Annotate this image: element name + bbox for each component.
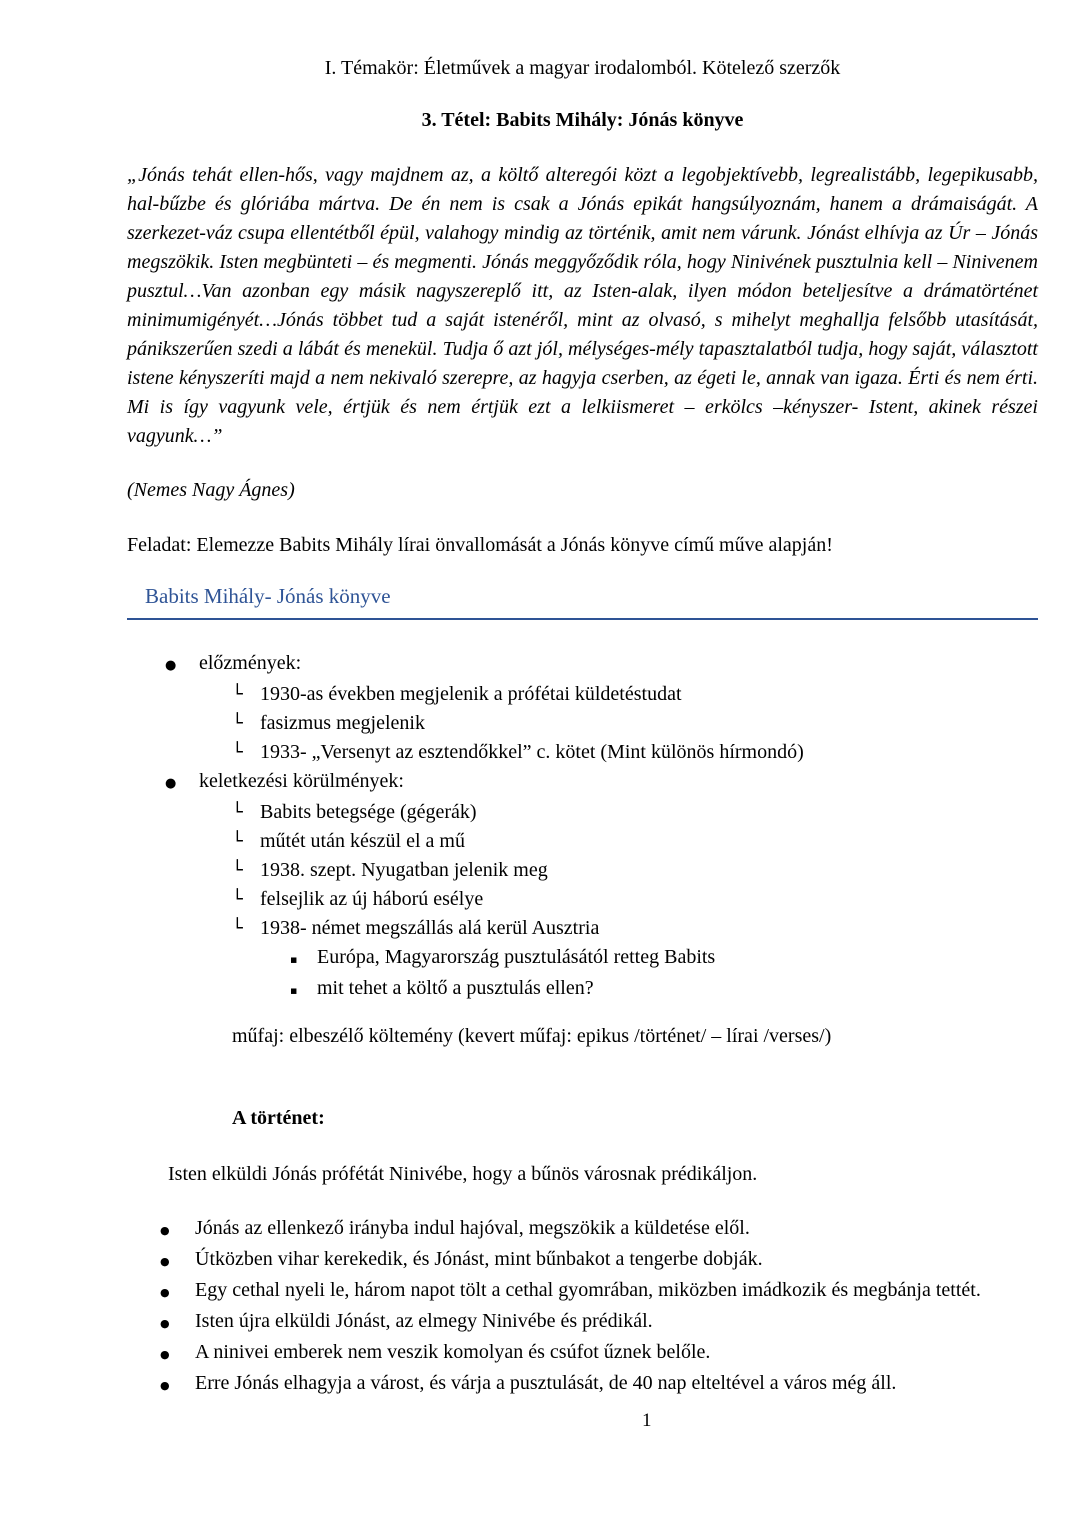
- bullet-icon: ●: [160, 1348, 170, 1361]
- list-item-label: Európa, Magyarország pusztulásától retteg Babits: [317, 946, 716, 968]
- list-item: [232, 680, 1038, 709]
- list-item: [232, 798, 1038, 827]
- list-item: [232, 827, 1038, 856]
- bullet-icon: ●: [160, 1286, 170, 1299]
- section-heading-block: [127, 581, 1038, 620]
- square-bullet-icon: ▪: [290, 953, 298, 966]
- list-item: [160, 1214, 1038, 1245]
- list-item-label: 1938. szept. Nyugatban jelenik meg: [260, 859, 548, 881]
- document-title: 3. Tétel: Babits Mihály: Jónás könyve: [421, 109, 744, 131]
- angle-marker-icon: └: [232, 742, 243, 763]
- topic-header: I. Témakör: Életművek a magyar irodalomból. Kötelező szerzők: [324, 57, 841, 79]
- list-item: [160, 1245, 1038, 1276]
- list-item-label: Útközben vihar kerekedik, és Jónást, mint bűnbakot a tengerbe dobják.: [195, 1248, 763, 1270]
- square-bullet-icon: ▪: [290, 984, 298, 997]
- story-list: [127, 1214, 1038, 1400]
- list-item-label: A ninivei emberek nem veszik komolyan és csúfot űznek belőle.: [195, 1341, 711, 1363]
- list-item: [232, 885, 1038, 914]
- list-item-label: 1930-as években megjelenik a prófétai küldetéstudat: [260, 683, 682, 705]
- list-item-label: fasizmus megjelenik: [260, 712, 425, 734]
- story-heading: A történet:: [232, 1107, 325, 1129]
- list-item: [160, 1276, 1038, 1307]
- angle-marker-icon: └: [232, 713, 243, 734]
- list-item: [160, 1307, 1038, 1338]
- bullet-icon: ●: [160, 1379, 170, 1392]
- quote-attribution: (Nemes Nagy Ágnes): [127, 479, 295, 501]
- angle-marker-icon: └: [232, 918, 243, 939]
- list-item-label: Isten újra elküldi Jónást, az elmegy Ninivébe és prédikál.: [195, 1310, 653, 1332]
- list-item: [232, 856, 1038, 885]
- list-item: [290, 974, 1038, 1005]
- page-number: 1: [642, 1410, 652, 1431]
- bullet-icon: ●: [160, 1255, 170, 1268]
- angle-marker-icon: └: [232, 860, 243, 881]
- angle-marker-icon: └: [232, 802, 243, 823]
- list-item-label: Jónás az ellenkező irányba indul hajóval, megszökik a küldetése elől.: [195, 1217, 750, 1239]
- list-item: [232, 709, 1038, 738]
- list-item-label: felsejlik az új háború esélye: [260, 888, 484, 910]
- list-item: [290, 943, 1038, 974]
- section-heading: Babits Mihály- Jónás könyve: [145, 584, 391, 608]
- angle-marker-icon: └: [232, 831, 243, 852]
- list-item: [232, 738, 1038, 767]
- list-item-label: műtét után készül el a mű: [260, 830, 465, 852]
- angle-marker-icon: └: [232, 684, 243, 705]
- bullet-icon: ●: [165, 658, 177, 673]
- list-item-label: mit tehet a költő a pusztulás ellen?: [317, 977, 594, 999]
- list-item: [160, 1369, 1038, 1400]
- list-item-label: előzmények:: [199, 652, 302, 674]
- list-item: [160, 1338, 1038, 1369]
- bullet-icon: ●: [160, 1224, 170, 1237]
- list-item-label: Egy cethal nyeli le, három napot tölt a cethal gyomrában, miközben imádkozik és megbánja tettét.: [195, 1279, 981, 1301]
- list-item: [165, 767, 1038, 798]
- list-item-label: keletkezési körülmények:: [199, 770, 404, 792]
- task-line: Feladat: Elemezze Babits Mihály lírai önvallomását a Jónás könyve című műve alapján!: [127, 534, 833, 556]
- list-item-label: 1938- német megszállás alá kerül Ausztria: [260, 917, 600, 939]
- list-item: [232, 914, 1038, 943]
- list-item-label: 1933- „Versenyt az esztendőkkel” c. kötet (Mint különös hírmondó): [260, 741, 804, 763]
- list-item-label: Babits betegsége (gégerák): [260, 801, 477, 823]
- genre-line: műfaj: elbeszélő költemény (kevert műfaj: epikus /történet/ – lírai /verses/): [232, 1025, 832, 1047]
- quote-paragraph: „Jónás tehát ellen-hős, vagy majdnem az, a költő alteregói közt a legobjektívebb, legrealistább, legepikusabb, hal-bűzbe és glóriába mártva. De én nem is csak a Jónás epikát hangsúlyoznám, hanem a drámaiságát. A szerkezet-váz csupa ellentétből épül, valahogy mindig az történik, amit nem várunk. Jónást elhívja az Úr – Jónás megszökik. Isten megbünteti – és megmenti. Jónás meggyőződik róla, hogy Ninivének pusztulnia kell – Ninivenem pusztul…Van azonban egy másik nagyszereplő itt, az Isten-alak, ilyen módon beteljesítve a drámatörténet minimumigényét…Jónás többet tud a saját istenéről, mint az olvasó, s mihelyt meghallja felsőbb utasítását, pánikszerűen szedi a lábát és menekül. Tudja ő azt jól, mélységes-mély tapasztalatból tudja, hogy saját, választott istene kényszeríti majd a nem nekivaló szerepre, az hagyja cserben, az égeti le, annak van igaza. Érti és nem érti. Mi is így vagyunk vele, értjük és nem értjük ezt a lelkiismeret – erkölcs –kényszer- Istent, akinek részei vagyunk…”: [127, 164, 1038, 447]
- story-intro: Isten elküldi Jónás prófétát Ninivébe, hogy a bűnös városnak prédikáljon.: [168, 1163, 758, 1185]
- bullet-icon: ●: [160, 1317, 170, 1330]
- outline: [127, 649, 1038, 1005]
- bullet-icon: ●: [165, 776, 177, 791]
- list-item: [165, 649, 1038, 680]
- list-item-label: Erre Jónás elhagyja a várost, és várja a pusztulását, de 40 nap elteltével a város még áll.: [195, 1372, 897, 1394]
- angle-marker-icon: └: [232, 889, 243, 910]
